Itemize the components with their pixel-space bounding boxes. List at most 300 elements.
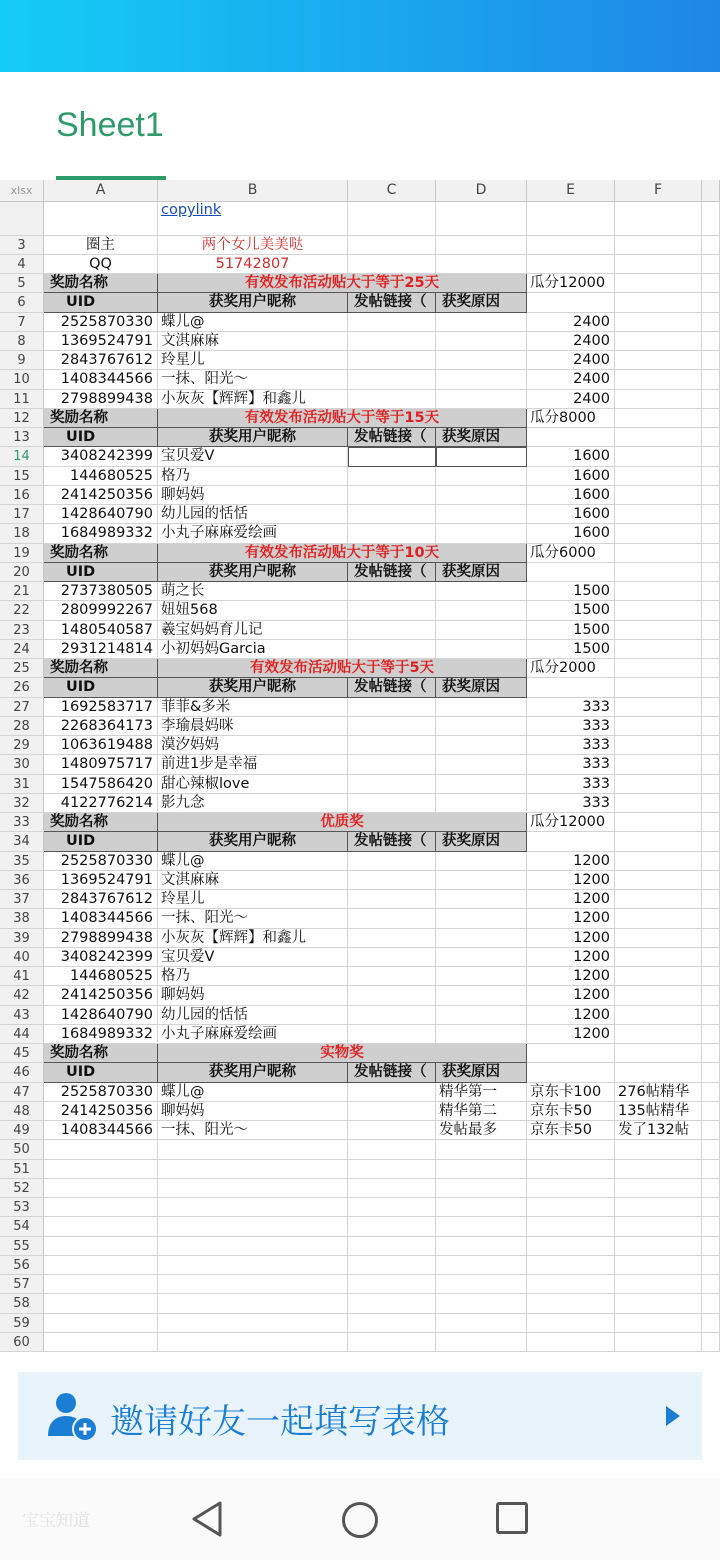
cell-b[interactable] [158, 1140, 348, 1159]
cell-link[interactable] [348, 755, 436, 774]
cell-undefined[interactable] [702, 1102, 720, 1121]
cell-undefined[interactable] [702, 755, 720, 774]
section-title[interactable]: 有效发布活动贴大于等于15天 [158, 409, 527, 428]
copylink-link[interactable]: copylink [158, 202, 348, 236]
cell-undefined[interactable] [702, 1121, 720, 1140]
cell-undefined[interactable] [702, 601, 720, 620]
cell-uid[interactable]: 1408344566 [44, 1121, 158, 1140]
cell-reason[interactable] [436, 871, 527, 890]
cell-b[interactable] [158, 1217, 348, 1236]
cell-reason[interactable] [436, 486, 527, 505]
cell-d[interactable] [436, 1179, 527, 1198]
row-header[interactable]: 52 [0, 1179, 44, 1198]
cell-link[interactable] [348, 852, 436, 871]
row-header[interactable]: 36 [0, 871, 44, 890]
cell-amount[interactable]: 2400 [527, 370, 615, 389]
cell-reason[interactable] [436, 582, 527, 601]
row-header[interactable]: 25 [0, 659, 44, 678]
cell-f[interactable] [615, 1160, 702, 1179]
cell-amount[interactable]: 1600 [527, 447, 615, 466]
section-pool[interactable]: 瓜分6000 [527, 544, 615, 563]
row-header[interactable]: 39 [0, 929, 44, 948]
cell-a[interactable] [44, 1237, 158, 1256]
cell-f[interactable] [615, 678, 702, 697]
cell-d[interactable] [436, 1275, 527, 1294]
cell-nickname[interactable]: 文淇麻麻 [158, 332, 348, 351]
info-value[interactable]: 51742807 [158, 255, 348, 274]
cell-reason[interactable] [436, 717, 527, 736]
cell-amount[interactable]: 333 [527, 775, 615, 794]
section-title[interactable]: 实物奖 [158, 1044, 527, 1063]
cell-link[interactable] [348, 621, 436, 640]
cell-amount[interactable]: 1200 [527, 890, 615, 909]
cell-undefined[interactable] [702, 1275, 720, 1294]
cell-undefined[interactable] [702, 948, 720, 967]
cell-amount[interactable]: 1200 [527, 871, 615, 890]
cell-note[interactable] [615, 755, 702, 774]
row-header[interactable]: 15 [0, 467, 44, 486]
cell-uid[interactable]: 2931214814 [44, 640, 158, 659]
cell-note[interactable] [615, 794, 702, 813]
cell-nickname[interactable]: 蝶儿@ [158, 852, 348, 871]
cell-undefined[interactable] [702, 1294, 720, 1313]
row-header[interactable]: 26 [0, 678, 44, 697]
cell-c[interactable] [348, 236, 436, 255]
cell-note[interactable] [615, 640, 702, 659]
cell-reason[interactable] [436, 370, 527, 389]
info-value[interactable]: 两个女儿美美哒 [158, 236, 348, 255]
cell-amount[interactable]: 2400 [527, 351, 615, 370]
cell-f[interactable] [615, 428, 702, 447]
cell-link[interactable] [348, 929, 436, 948]
cell-undefined[interactable] [702, 967, 720, 986]
column-label-uid[interactable]: UID [44, 293, 158, 312]
cell-uid[interactable]: 3408242399 [44, 948, 158, 967]
cell-f[interactable] [615, 1044, 702, 1063]
cell-amount[interactable]: 333 [527, 717, 615, 736]
cell-undefined[interactable] [702, 1140, 720, 1159]
cell-f[interactable] [615, 274, 702, 293]
cell-f[interactable] [615, 409, 702, 428]
section-label[interactable]: 奖励名称 [44, 813, 158, 832]
cell-link[interactable] [348, 582, 436, 601]
cell-reason[interactable] [436, 313, 527, 332]
column-label-uid[interactable]: UID [44, 832, 158, 851]
cell-nickname[interactable]: 漠汐妈妈 [158, 736, 348, 755]
cell-undefined[interactable] [702, 1083, 720, 1102]
cell-a[interactable] [44, 1333, 158, 1352]
cell-link[interactable] [348, 890, 436, 909]
cell-reason[interactable] [436, 698, 527, 717]
cell-a[interactable] [44, 1275, 158, 1294]
cell-reason[interactable] [436, 640, 527, 659]
cell-uid[interactable]: 2737380505 [44, 582, 158, 601]
row-header[interactable]: 38 [0, 909, 44, 928]
cell-uid[interactable]: 1480975717 [44, 755, 158, 774]
cell-nickname[interactable]: 一抹、阳光～ [158, 1121, 348, 1140]
cell-e[interactable] [527, 293, 615, 312]
cell-note[interactable]: 276帖精华 [615, 1083, 702, 1102]
cell-undefined[interactable] [702, 1333, 720, 1352]
column-label-uid[interactable]: UID [44, 428, 158, 447]
column-label-nickname[interactable]: 获奖用户昵称 [158, 678, 348, 697]
cell-link[interactable] [348, 1083, 436, 1102]
cell-link[interactable] [348, 601, 436, 620]
cell-b[interactable] [158, 1294, 348, 1313]
cell-nickname[interactable]: 小丸子麻麻爱绘画 [158, 1025, 348, 1044]
cell-nickname[interactable]: 小灰灰【辉辉】和鑫儿 [158, 929, 348, 948]
cell-e[interactable] [527, 678, 615, 697]
cell-nickname[interactable]: 聊妈妈 [158, 1102, 348, 1121]
cell-note[interactable] [615, 967, 702, 986]
cell-f[interactable] [615, 563, 702, 582]
cell-link[interactable] [348, 313, 436, 332]
cell-reason[interactable] [436, 601, 527, 620]
cell-e[interactable] [527, 1063, 615, 1082]
cell-nickname[interactable]: 小丸子麻麻爱绘画 [158, 524, 348, 543]
cell-f[interactable] [615, 255, 702, 274]
cell-e[interactable] [527, 202, 615, 236]
cell-uid[interactable]: 2414250356 [44, 986, 158, 1005]
cell-e[interactable] [527, 236, 615, 255]
cell-amount[interactable]: 1600 [527, 505, 615, 524]
cell-undefined[interactable] [702, 524, 720, 543]
cell-c[interactable] [348, 1179, 436, 1198]
cell-amount[interactable]: 1600 [527, 467, 615, 486]
row-header[interactable]: 58 [0, 1294, 44, 1313]
cell-d[interactable] [436, 236, 527, 255]
cell-c[interactable] [348, 1314, 436, 1333]
cell-undefined[interactable] [702, 1006, 720, 1025]
cell-note[interactable] [615, 929, 702, 948]
cell-f[interactable] [615, 1256, 702, 1275]
cell-a[interactable] [44, 1256, 158, 1275]
cell-nickname[interactable]: 一抹、阳光～ [158, 370, 348, 389]
cell-undefined[interactable] [702, 1256, 720, 1275]
cell-undefined[interactable] [702, 202, 720, 236]
cell-uid[interactable]: 4122776214 [44, 794, 158, 813]
cell-note[interactable] [615, 582, 702, 601]
cell-undefined[interactable] [702, 717, 720, 736]
cell-reason[interactable] [436, 467, 527, 486]
cell-note[interactable] [615, 486, 702, 505]
cell-note[interactable] [615, 698, 702, 717]
cell-uid[interactable]: 2268364173 [44, 717, 158, 736]
cell-reason[interactable] [436, 929, 527, 948]
row-header[interactable]: 13 [0, 428, 44, 447]
cell-reason[interactable]: 精华第二 [436, 1102, 527, 1121]
column-label-nickname[interactable]: 获奖用户昵称 [158, 832, 348, 851]
section-title[interactable]: 有效发布活动贴大于等于25天 [158, 274, 527, 293]
section-pool[interactable]: 瓜分8000 [527, 409, 615, 428]
column-label-link[interactable]: 发帖链接（ [348, 293, 436, 312]
row-header[interactable]: 20 [0, 563, 44, 582]
cell-nickname[interactable]: 蝶儿@ [158, 313, 348, 332]
cell-uid[interactable]: 1684989332 [44, 1025, 158, 1044]
cell-link[interactable] [348, 370, 436, 389]
cell-uid[interactable]: 2414250356 [44, 486, 158, 505]
cell-uid[interactable]: 1408344566 [44, 909, 158, 928]
cell-undefined[interactable] [702, 852, 720, 871]
cell-a[interactable] [44, 1217, 158, 1236]
section-pool[interactable] [527, 1044, 615, 1063]
cell-undefined[interactable] [702, 544, 720, 563]
cell-nickname[interactable]: 前进1步是幸福 [158, 755, 348, 774]
invite-friends-banner[interactable] [18, 1372, 702, 1460]
cell-uid[interactable]: 1684989332 [44, 524, 158, 543]
cell-undefined[interactable] [702, 1237, 720, 1256]
cell-c[interactable] [348, 1140, 436, 1159]
column-label-reason[interactable]: 获奖原因 [436, 563, 527, 582]
cell-e[interactable] [527, 1294, 615, 1313]
cell-d[interactable] [436, 1198, 527, 1217]
row-header[interactable]: 16 [0, 486, 44, 505]
cell-c[interactable] [348, 1275, 436, 1294]
cell-undefined[interactable] [702, 1025, 720, 1044]
cell-amount[interactable]: 1200 [527, 929, 615, 948]
cell-nickname[interactable]: 甜心辣椒love [158, 775, 348, 794]
cell-f[interactable] [615, 1063, 702, 1082]
row-header[interactable]: 4 [0, 255, 44, 274]
row-header[interactable]: 11 [0, 390, 44, 409]
cell-nickname[interactable]: 羲宝妈妈育儿记 [158, 621, 348, 640]
cell-undefined[interactable] [702, 659, 720, 678]
cell-b[interactable] [158, 1179, 348, 1198]
cell-link[interactable] [348, 332, 436, 351]
cell-reason[interactable] [436, 794, 527, 813]
cell-uid[interactable]: 2843767612 [44, 890, 158, 909]
cell-note[interactable] [615, 390, 702, 409]
row-header[interactable]: 57 [0, 1275, 44, 1294]
cell-undefined[interactable] [702, 1314, 720, 1333]
cell-uid[interactable]: 1369524791 [44, 332, 158, 351]
cell-undefined[interactable] [702, 929, 720, 948]
cell-undefined[interactable] [702, 390, 720, 409]
cell-amount[interactable]: 1200 [527, 948, 615, 967]
cell-link[interactable] [348, 351, 436, 370]
cell-reason[interactable] [436, 524, 527, 543]
cell-d[interactable] [436, 1217, 527, 1236]
cell-link[interactable] [348, 948, 436, 967]
cell-uid[interactable]: 1369524791 [44, 871, 158, 890]
row-header[interactable]: 51 [0, 1160, 44, 1179]
cell-c[interactable] [348, 1237, 436, 1256]
cell-link[interactable] [348, 390, 436, 409]
cell-nickname[interactable]: 萌之长 [158, 582, 348, 601]
cell-nickname[interactable]: 幼儿园的恬恬 [158, 505, 348, 524]
cell-note[interactable] [615, 332, 702, 351]
section-pool[interactable]: 瓜分12000 [527, 274, 615, 293]
column-header-d[interactable]: D [436, 180, 527, 202]
cell-nickname[interactable]: 妞妞568 [158, 601, 348, 620]
row-header[interactable]: 46 [0, 1063, 44, 1082]
section-label[interactable]: 奖励名称 [44, 409, 158, 428]
cell-reason[interactable] [436, 736, 527, 755]
section-pool[interactable]: 瓜分2000 [527, 659, 615, 678]
cell-uid[interactable]: 1063619488 [44, 736, 158, 755]
cell-nickname[interactable]: 小初妈妈Garcia [158, 640, 348, 659]
cell-note[interactable] [615, 1006, 702, 1025]
section-label[interactable]: 奖励名称 [44, 659, 158, 678]
cell-uid[interactable]: 1408344566 [44, 370, 158, 389]
cell-e[interactable] [527, 1275, 615, 1294]
cell-d[interactable] [436, 202, 527, 236]
cell-amount[interactable]: 2400 [527, 332, 615, 351]
cell-f[interactable] [615, 832, 702, 851]
cell-note[interactable] [615, 351, 702, 370]
column-header-e[interactable]: E [527, 180, 615, 202]
section-title[interactable]: 优质奖 [158, 813, 527, 832]
cell-c[interactable] [348, 1217, 436, 1236]
row-header[interactable]: 7 [0, 313, 44, 332]
cell-b[interactable] [158, 1198, 348, 1217]
row-header[interactable]: 50 [0, 1140, 44, 1159]
cell-nickname[interactable]: 玲星儿 [158, 890, 348, 909]
cell-undefined[interactable] [702, 293, 720, 312]
cell-reason[interactable] [436, 775, 527, 794]
cell-uid[interactable]: 3408242399 [44, 447, 158, 466]
cell-link[interactable] [348, 505, 436, 524]
cell-d[interactable] [436, 1294, 527, 1313]
cell-amount[interactable]: 1200 [527, 1006, 615, 1025]
cell-f[interactable] [615, 236, 702, 255]
cell-undefined[interactable] [702, 1044, 720, 1063]
row-header[interactable]: 53 [0, 1198, 44, 1217]
cell-b[interactable] [158, 1237, 348, 1256]
cell-a[interactable] [44, 1179, 158, 1198]
cell-reason[interactable] [436, 852, 527, 871]
home-circle-icon[interactable] [342, 1502, 378, 1538]
column-label-uid[interactable]: UID [44, 678, 158, 697]
column-label-link[interactable]: 发帖链接（ [348, 832, 436, 851]
cell-d[interactable] [436, 255, 527, 274]
cell-uid[interactable]: 1428640790 [44, 1006, 158, 1025]
cell-nickname[interactable]: 玲星儿 [158, 351, 348, 370]
row-header[interactable]: 30 [0, 755, 44, 774]
row-header[interactable]: 54 [0, 1217, 44, 1236]
cell-f[interactable] [615, 293, 702, 312]
cell-f[interactable] [615, 1217, 702, 1236]
column-label-nickname[interactable]: 获奖用户昵称 [158, 563, 348, 582]
info-label[interactable]: 圈主 [44, 236, 158, 255]
cell-uid[interactable]: 144680525 [44, 467, 158, 486]
cell-link[interactable] [348, 640, 436, 659]
row-header[interactable]: 55 [0, 1237, 44, 1256]
cell-nickname[interactable]: 一抹、阳光～ [158, 909, 348, 928]
row-header[interactable]: 42 [0, 986, 44, 1005]
column-label-reason[interactable]: 获奖原因 [436, 832, 527, 851]
cell-d[interactable] [436, 1314, 527, 1333]
cell-f[interactable] [615, 1198, 702, 1217]
tab-sheet1[interactable]: Sheet1 [56, 106, 164, 144]
cell-reason[interactable] [436, 967, 527, 986]
cell-note[interactable] [615, 601, 702, 620]
cell-reason[interactable] [436, 986, 527, 1005]
cell-undefined[interactable] [702, 640, 720, 659]
cell-amount[interactable]: 1200 [527, 909, 615, 928]
row-header[interactable]: 31 [0, 775, 44, 794]
cell-d[interactable] [436, 1256, 527, 1275]
cell-c[interactable] [348, 1294, 436, 1313]
cell-undefined[interactable] [702, 832, 720, 851]
row-header[interactable]: 5 [0, 274, 44, 293]
cell-amount[interactable]: 1500 [527, 582, 615, 601]
column-label-reason[interactable]: 获奖原因 [436, 678, 527, 697]
cell-undefined[interactable] [702, 1063, 720, 1082]
cell-undefined[interactable] [702, 447, 720, 466]
cell-undefined[interactable] [702, 736, 720, 755]
cell-f[interactable] [615, 813, 702, 832]
cell-link[interactable] [348, 486, 436, 505]
cell-link[interactable] [348, 717, 436, 736]
column-header-b[interactable]: B [158, 180, 348, 202]
cell-amount[interactable]: 1600 [527, 524, 615, 543]
cell-e[interactable] [527, 1237, 615, 1256]
column-label-link[interactable]: 发帖链接（ [348, 1063, 436, 1082]
row-header[interactable]: 27 [0, 698, 44, 717]
cell-e[interactable] [527, 1160, 615, 1179]
cell-undefined[interactable] [702, 1160, 720, 1179]
cell-note[interactable] [615, 948, 702, 967]
cell-reason[interactable] [436, 890, 527, 909]
cell-uid[interactable]: 2798899438 [44, 390, 158, 409]
cell-b[interactable] [158, 1314, 348, 1333]
cell-c[interactable] [348, 255, 436, 274]
cell-undefined[interactable] [702, 467, 720, 486]
cell-note[interactable]: 发了132帖 [615, 1121, 702, 1140]
cell-link[interactable] [348, 524, 436, 543]
column-header-f[interactable]: F [615, 180, 702, 202]
cell-d[interactable] [436, 1140, 527, 1159]
cell-link[interactable] [348, 1006, 436, 1025]
cell-nickname[interactable]: 文淇麻麻 [158, 871, 348, 890]
section-label[interactable]: 奖励名称 [44, 544, 158, 563]
cell-undefined[interactable] [702, 871, 720, 890]
cell-undefined[interactable] [702, 409, 720, 428]
row-header[interactable]: 12 [0, 409, 44, 428]
row-header[interactable]: 45 [0, 1044, 44, 1063]
cell-reason[interactable] [436, 1006, 527, 1025]
cell-c[interactable] [348, 202, 436, 236]
cell-undefined[interactable] [702, 313, 720, 332]
column-header-a[interactable]: A [44, 180, 158, 202]
cell-undefined[interactable] [702, 255, 720, 274]
row-header[interactable]: 3 [0, 236, 44, 255]
cell-reason[interactable] [436, 332, 527, 351]
cell-link[interactable] [348, 871, 436, 890]
row-header[interactable]: 44 [0, 1025, 44, 1044]
cell-undefined[interactable] [702, 813, 720, 832]
cell-undefined[interactable] [702, 563, 720, 582]
cell-a[interactable] [44, 1198, 158, 1217]
cell-amount[interactable]: 1200 [527, 1025, 615, 1044]
row-header[interactable]: 60 [0, 1333, 44, 1352]
cell-undefined[interactable] [702, 505, 720, 524]
row-header[interactable]: 59 [0, 1314, 44, 1333]
cell-f[interactable] [615, 1237, 702, 1256]
cell-amount[interactable]: 1500 [527, 601, 615, 620]
section-pool[interactable]: 瓜分12000 [527, 813, 615, 832]
cell-amount[interactable]: 2400 [527, 313, 615, 332]
cell-uid[interactable]: 1428640790 [44, 505, 158, 524]
cell-reason[interactable]: 发帖最多 [436, 1121, 527, 1140]
cell-note[interactable] [615, 467, 702, 486]
column-label-uid[interactable]: UID [44, 563, 158, 582]
cell-b[interactable] [158, 1333, 348, 1352]
cell-note[interactable] [615, 909, 702, 928]
cell-a[interactable] [44, 1160, 158, 1179]
cell-e[interactable] [527, 1314, 615, 1333]
